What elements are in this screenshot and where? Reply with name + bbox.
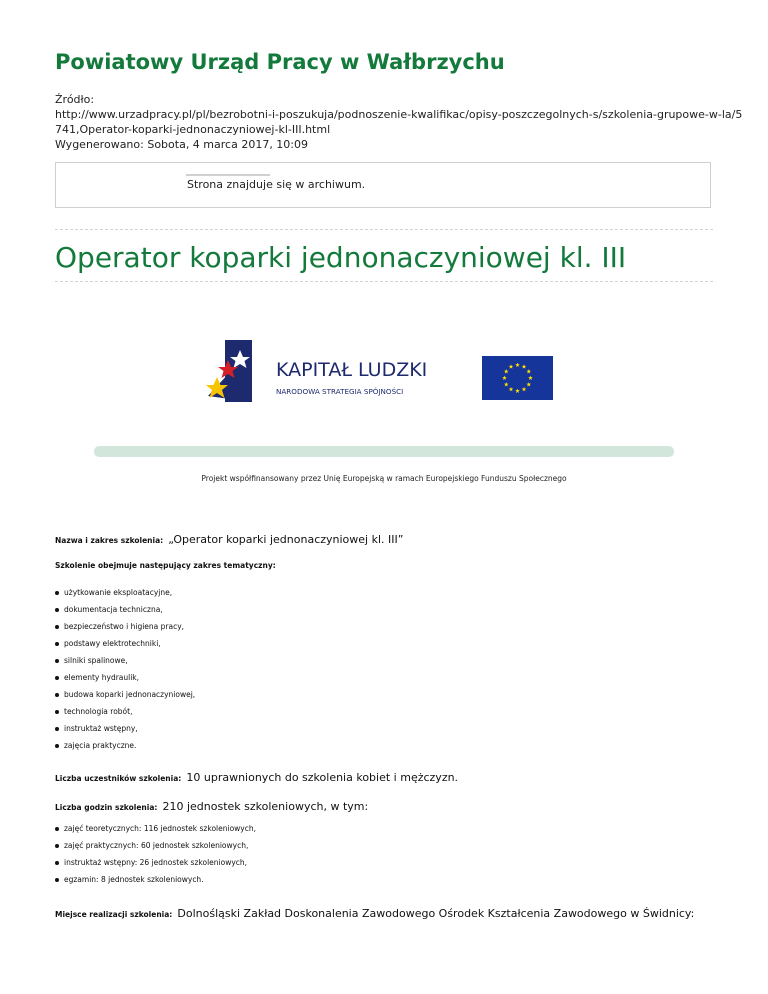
participants-label: Liczba uczestników szkolenia: — [55, 774, 182, 783]
list-item: dokumentacja techniczna, — [55, 601, 195, 618]
hours-label: Liczba godzin szkolenia: — [55, 803, 158, 812]
location-row — [55, 902, 694, 921]
list-item: bezpieczeństwo i higiena pracy, — [55, 618, 195, 635]
page-title: Operator koparki jednonaczyniowej kl. III — [55, 241, 627, 274]
topics-list — [55, 584, 195, 754]
generated-timestamp: Wygenerowano: Sobota, 4 marca 2017, 10:09 — [55, 138, 309, 151]
list-item: zajęć praktycznych: 60 jednostek szkoleniowych, — [55, 837, 256, 854]
training-name-row — [55, 528, 403, 547]
list-item: budowa koparki jednonaczyniowej, — [55, 686, 195, 703]
list-item: podstawy elektrotechniki, — [55, 635, 195, 652]
decorative-bar — [94, 446, 674, 457]
archive-divider — [186, 174, 270, 176]
participants-value: 10 uprawnionych do szkolenia kobiet i mężczyzn. — [186, 771, 459, 784]
archive-message: Strona znajduje się w archiwum. — [187, 178, 366, 191]
site-title: Powiatowy Urząd Pracy w Wałbrzychu — [55, 50, 505, 74]
kapital-ludzki-text: KAPITAŁ LUDZKI — [276, 359, 428, 381]
source-url-line-2[interactable]: 741,Operator-koparki-jednonaczyniowej-kl-III.html — [55, 123, 331, 136]
scope-heading: Szkolenie obejmuje następujący zakres tematyczny: — [55, 561, 276, 570]
strategia-text: NARODOWA STRATEGIA SPÓJNOŚCI — [276, 387, 404, 396]
training-name-value: „Operator koparki jednonaczyniowej kl. III” — [168, 533, 404, 546]
participants-row — [55, 766, 458, 785]
list-item: egzamin: 8 jednostek szkoleniowych. — [55, 871, 256, 888]
source-label: Źródło: — [55, 93, 95, 106]
hours-value: 210 jednostek szkoleniowych, w tym: — [162, 800, 369, 813]
divider-top — [55, 229, 713, 230]
eu-flag-icon — [482, 356, 553, 400]
list-item: silniki spalinowe, — [55, 652, 195, 669]
list-item: instruktaż wstępny: 26 jednostek szkoleniowych, — [55, 854, 256, 871]
hours-row — [55, 795, 368, 814]
source-url-line-1[interactable]: http://www.urzadpracy.pl/pl/bezrobotni-i-poszukuja/podnoszenie-kwalifikac/opisy-poszczegolnych-s/szkolenia-grupowe-w-la/5 — [55, 108, 743, 121]
list-item: zajęcia praktyczne. — [55, 737, 195, 754]
location-value: Dolnośląski Zakład Doskonalenia Zawodowego Ośrodek Kształcenia Zawodowego w Świdnicy: — [177, 907, 695, 920]
list-item: użytkowanie eksploatacyjne, — [55, 584, 195, 601]
training-name-label: Nazwa i zakres szkolenia: — [55, 536, 164, 545]
hours-breakdown-list — [55, 820, 256, 888]
location-label: Miejsce realizacji szkolenia: — [55, 910, 173, 919]
project-cofinancing-note: Projekt współfinansowany przez Unię Europejską w ramach Europejskiego Funduszu Społecznego — [201, 474, 567, 483]
list-item: elementy hydraulik, — [55, 669, 195, 686]
list-item: technologia robót, — [55, 703, 195, 720]
divider-bottom — [55, 281, 713, 282]
kapital-ludzki-logo — [206, 340, 451, 406]
list-item: instruktaż wstępny, — [55, 720, 195, 737]
archive-notice — [55, 162, 711, 208]
source-meta — [55, 92, 743, 152]
list-item: zajęć teoretycznych: 116 jednostek szkoleniowych, — [55, 820, 256, 837]
